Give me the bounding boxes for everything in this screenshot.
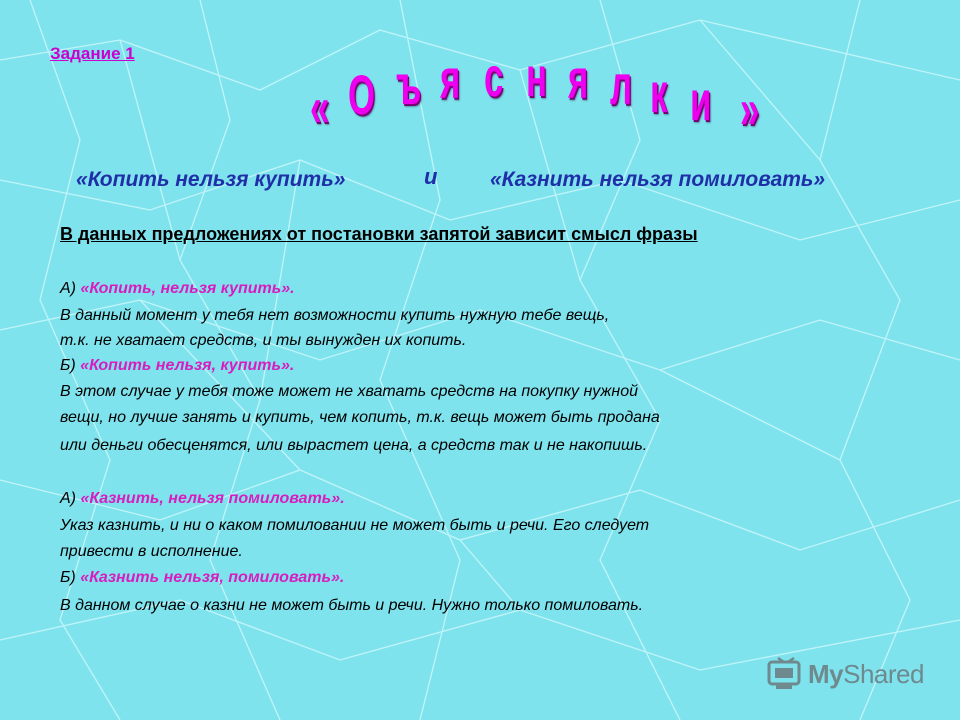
option-a-kaznit: [60, 490, 345, 508]
title-char: »: [740, 77, 760, 140]
title-char: я: [440, 47, 461, 110]
option-quote: «Копить, нельзя купить».: [80, 280, 295, 297]
option-prefix: Б): [60, 357, 81, 374]
option-prefix: Б): [60, 569, 81, 586]
phrase-right: «Казнить нельзя помиловать»: [490, 168, 826, 191]
option-b-kaznit: [60, 569, 344, 587]
title-char: я: [568, 47, 589, 110]
option-prefix: А): [60, 490, 81, 507]
body-line: Указ казнить, и ни о каком помиловании не может быть и речи. Его следует: [60, 517, 650, 534]
title-char: к: [650, 61, 668, 124]
body-line: привести в исполнение.: [60, 543, 243, 560]
body-line: В данном случае о казни не может быть и речи. Нужно только помиловать.: [60, 597, 644, 614]
body-line: вещи, но лучше занять и купить, чем копить, т.к. вещь может быть продана: [60, 409, 660, 426]
option-b-kopit: [60, 357, 294, 375]
option-quote: «Копить нельзя, купить».: [80, 357, 295, 374]
title-char: с: [484, 45, 504, 108]
option-quote: «Казнить нельзя, помиловать».: [80, 569, 345, 586]
myshared-logo-icon: [766, 656, 806, 692]
conjunction: и: [424, 164, 438, 189]
body-line: В данный момент у тебя нет возможности купить нужную тебе вещь,: [60, 307, 610, 324]
body-line: или деньги обесценятся, или вырастет цена, а средств так и не накопишь.: [60, 437, 648, 454]
body-line: т.к. не хватает средств, и ты вынужден их копить.: [60, 332, 467, 349]
option-prefix: А): [60, 280, 81, 297]
title-char: н: [526, 45, 547, 108]
title-char: «: [310, 75, 330, 138]
option-quote: «Казнить, нельзя помиловать».: [80, 490, 345, 507]
title-char: и: [690, 69, 712, 132]
title-char: О: [348, 63, 376, 126]
body-line: В этом случае у тебя тоже может не хватать средств на покупку нужной: [60, 383, 639, 400]
title-char: ъ: [396, 53, 422, 116]
watermark-text: MyShared: [808, 658, 924, 689]
title-char: л: [610, 53, 633, 116]
task-label[interactable]: Задание 1: [50, 44, 135, 63]
myshared-watermark: [766, 654, 936, 694]
explanation-heading: В данных предложениях от постановки запятой зависит смысл фразы: [60, 224, 698, 244]
phrase-left: «Копить нельзя купить»: [76, 168, 346, 191]
main-title: [300, 44, 820, 144]
option-a-kopit: [60, 280, 295, 298]
